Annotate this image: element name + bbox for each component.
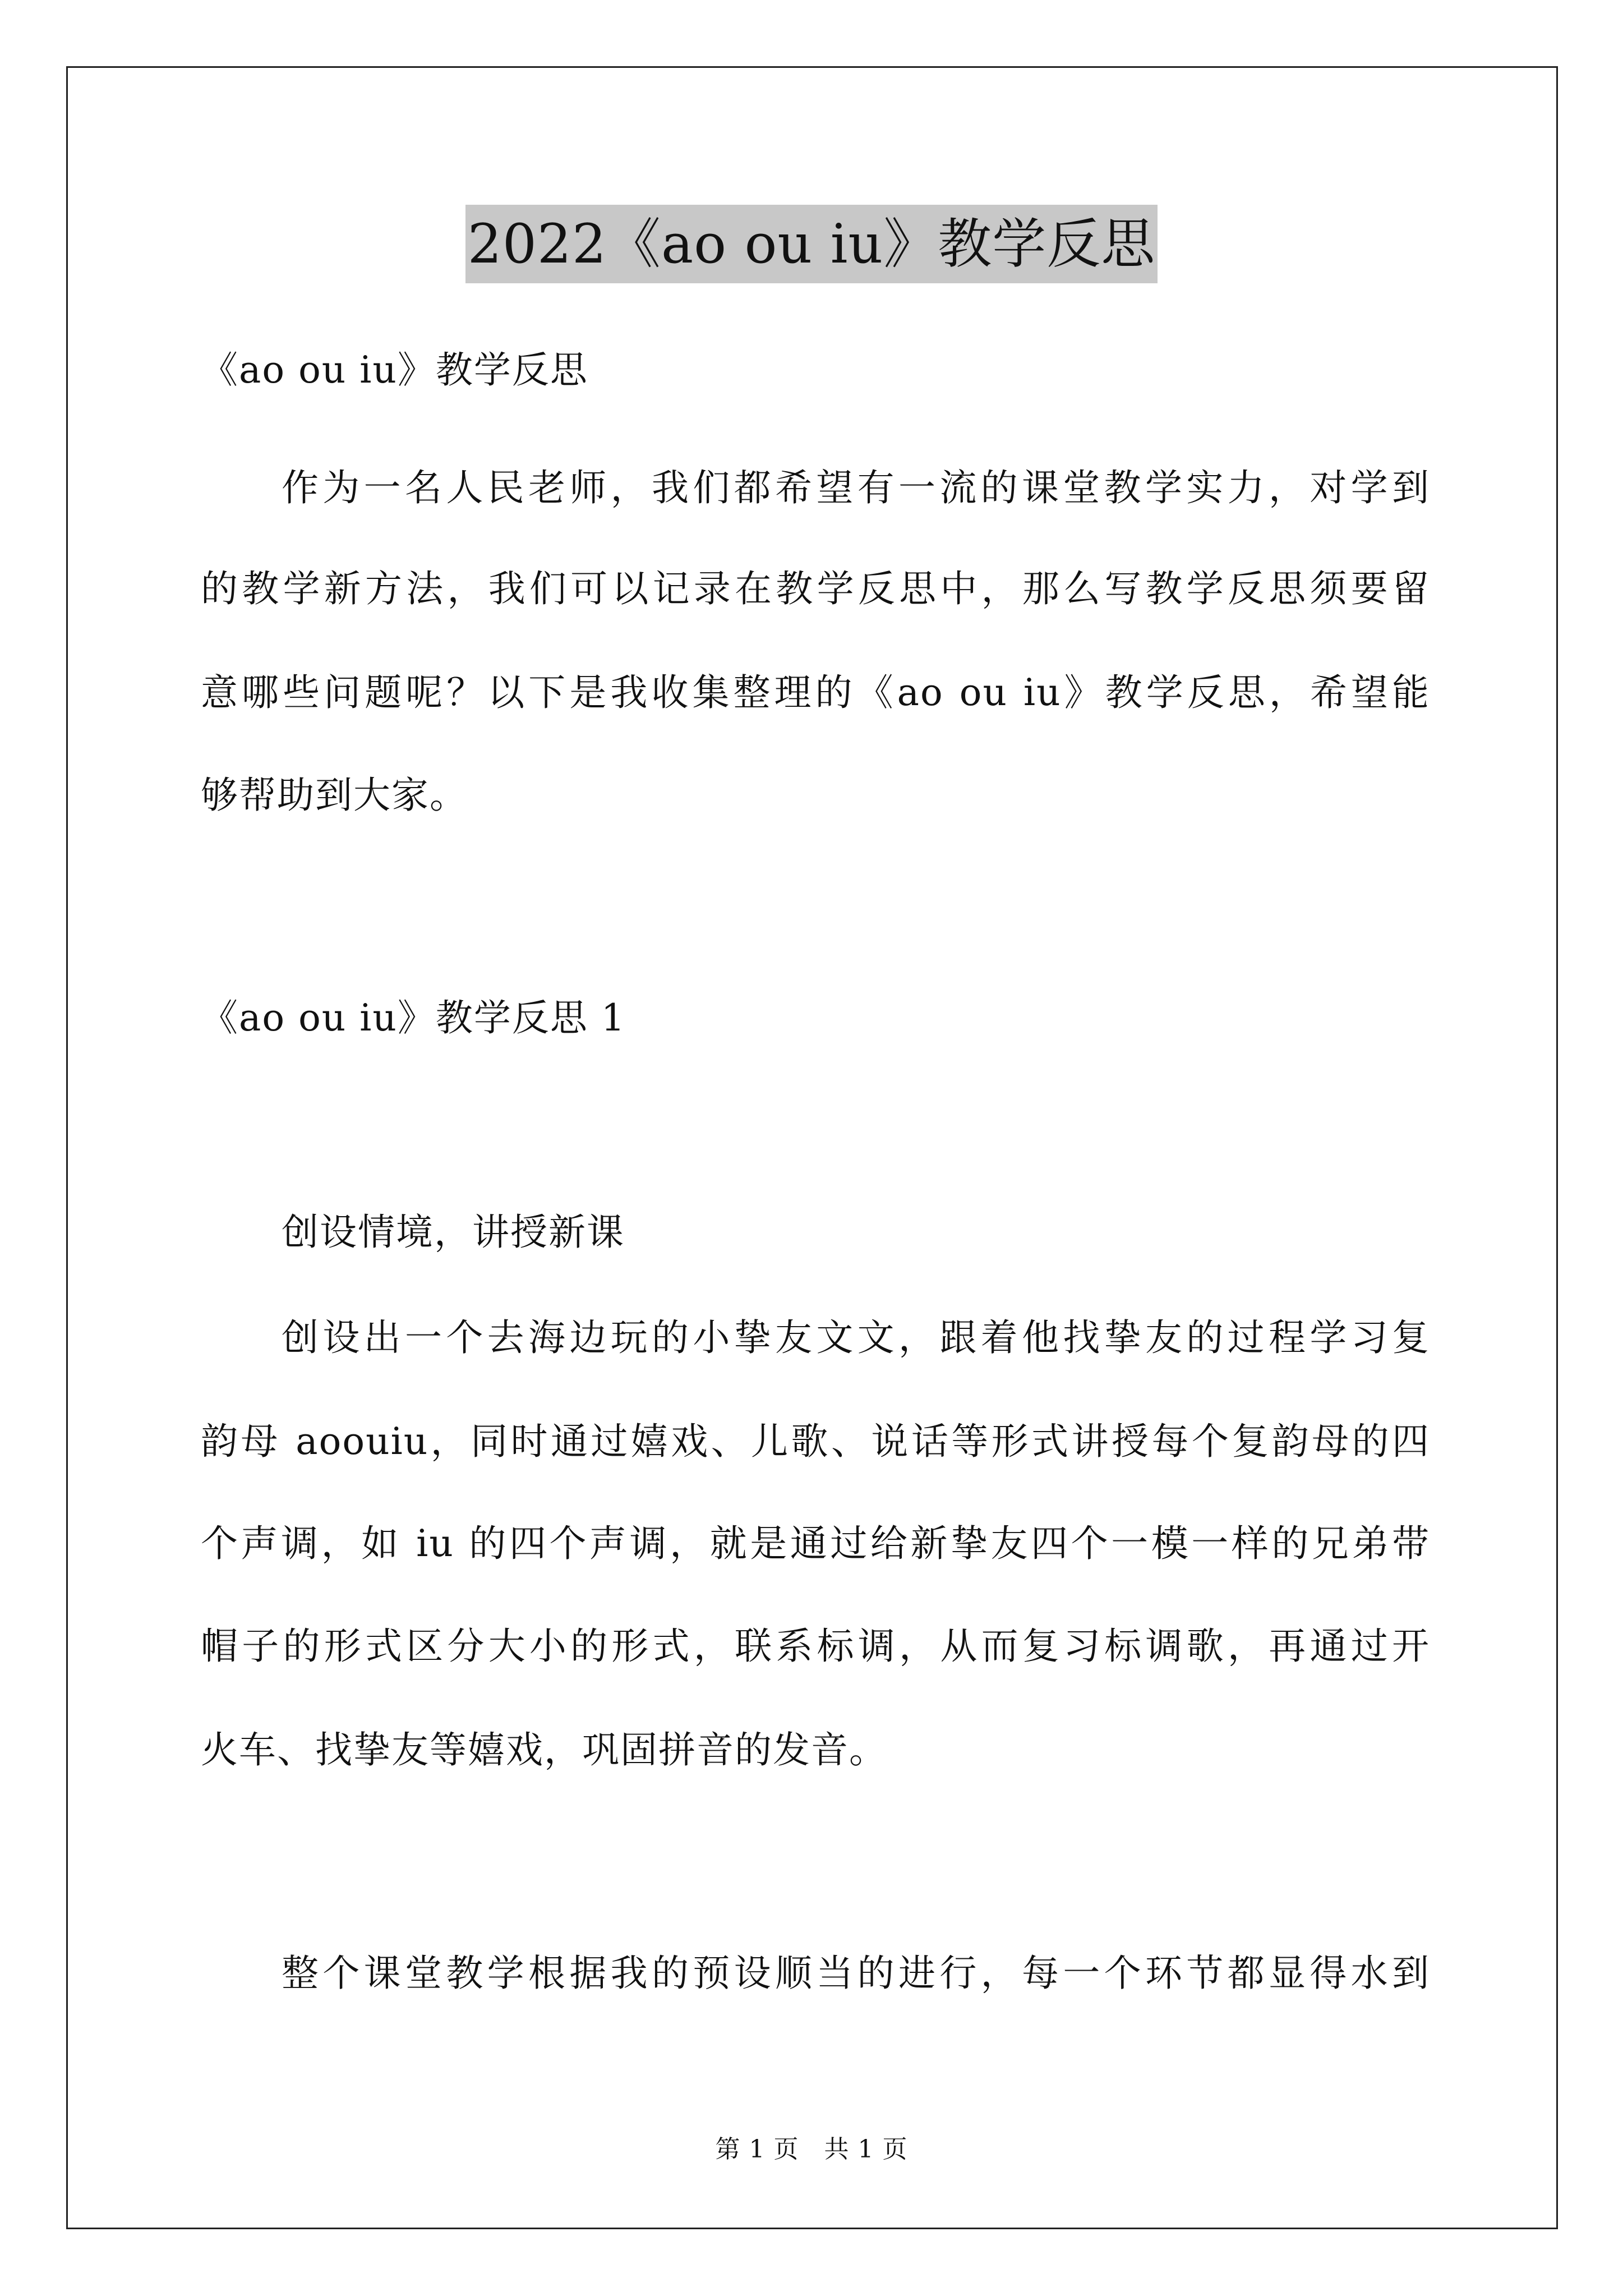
paragraph-line: 火车、找挚友等嬉戏，巩固拼音的发音。	[201, 1728, 887, 1772]
paragraph-line: 作为一名人民老师，我们都希望有一流的课堂教学实力，对学到	[282, 466, 1430, 509]
paragraph-line: 韵母 aoouiu，同时通过嬉戏、儿歌、说话等形式讲授每个复韵母的四	[201, 1420, 1430, 1463]
section-heading: 《ao ou iu》教学反思 1	[201, 996, 626, 1039]
title-container	[0, 205, 1623, 283]
page-footer: 第 1 页 共 1 页	[715, 2135, 908, 2164]
paragraph-line: 意哪些问题呢？以下是我收集整理的《ao ou iu》教学反思，希望能	[201, 671, 1430, 714]
paragraph-line: 个声调，如 iu 的四个声调，就是通过给新挚友四个一模一样的兄弟带	[201, 1522, 1430, 1565]
paragraph-line: 创设出一个去海边玩的小挚友文文，跟着他找挚友的过程学习复	[282, 1316, 1430, 1359]
sub-heading: 创设情境，讲授新课	[282, 1211, 625, 1254]
paragraph-line: 够帮助到大家。	[201, 774, 468, 817]
paragraph-line: 帽子的形式区分大小的形式，联系标调，从而复习标调歌，再通过开	[201, 1625, 1430, 1668]
paragraph-line: 的教学新方法，我们可以记录在教学反思中，那么写教学反思须要留	[201, 567, 1430, 610]
subtitle: 《ao ou iu》教学反思	[201, 348, 588, 392]
paragraph-line: 整个课堂教学根据我的预设顺当的进行，每一个环节都显得水到	[282, 1952, 1430, 1995]
document-title: 2022《ao ou iu》教学反思	[465, 205, 1158, 283]
